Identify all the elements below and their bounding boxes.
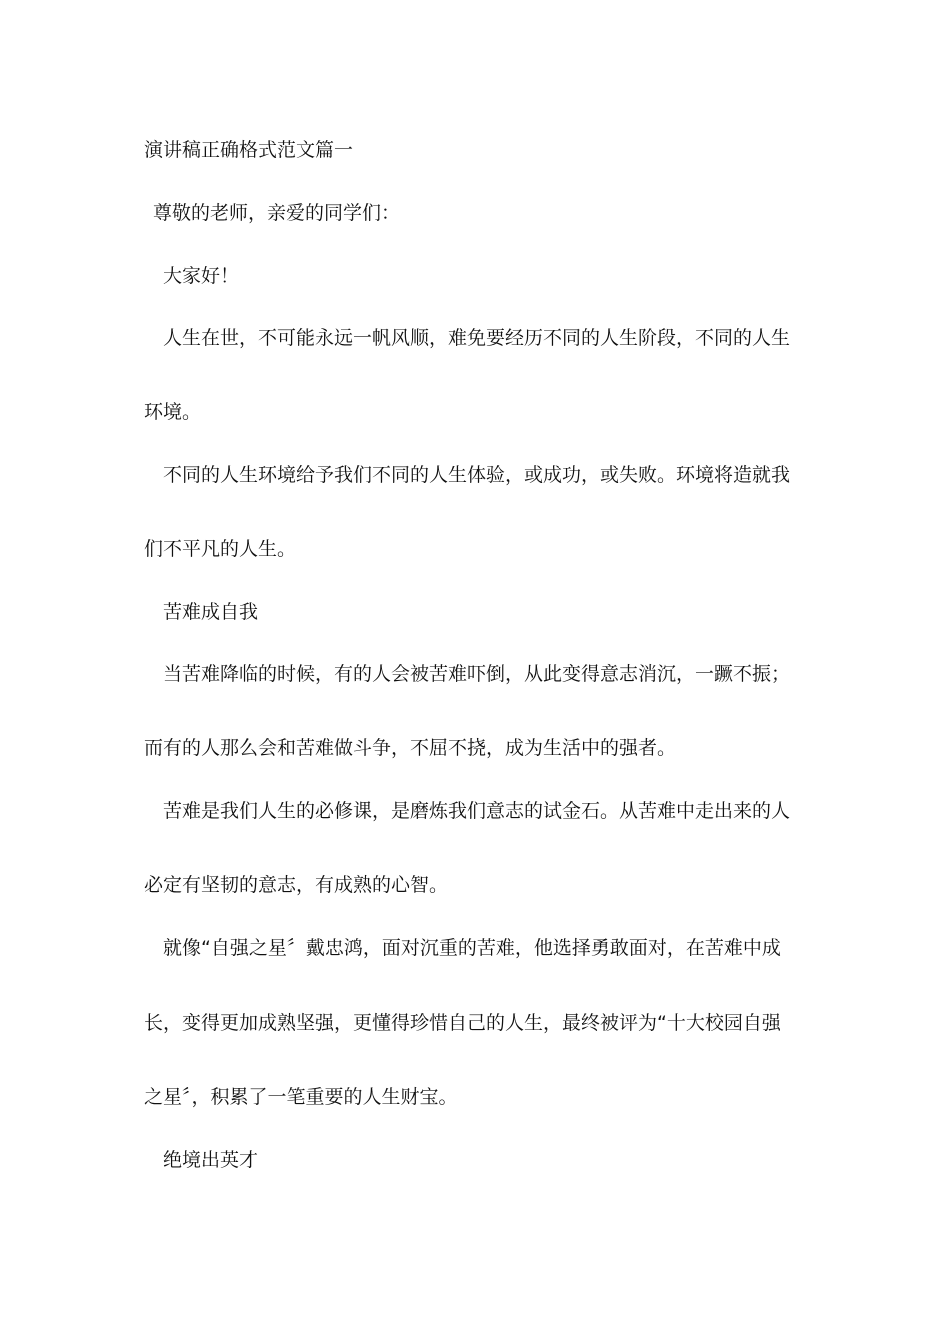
paragraph-line: 环境。 [144,401,202,423]
paragraph-line: 人生在世，不可能永远一帆风顺，难免要经历不同的人生阶段，不同的人生 [163,327,791,349]
paragraph-line: 就像“自强之星〞戴忠鸿，面对沉重的苦难，他选择勇敢面对，在苦难中成 [163,937,781,959]
paragraph-line: 们不平凡的人生。 [144,538,297,560]
greeting: 大家好！ [163,265,240,287]
paragraph-line: 当苦难降临的时候，有的人会被苦难吓倒，从此变得意志消沉，一蹶不振； [163,663,791,685]
section-heading: 苦难成自我 [163,601,259,623]
paragraph-line: 不同的人生环境给予我们不同的人生体验，或成功，或失败。环境将造就我 [163,464,791,486]
paragraph-line: 长，变得更加成熟坚强，更懂得珍惜自己的人生，最终被评为“十大校园自强 [144,1012,781,1034]
paragraph-line: 必定有坚韧的意志，有成熟的心智。 [144,874,449,896]
document-title: 演讲稿正确格式范文篇一 [144,139,354,161]
paragraph-line: 苦难是我们人生的必修课，是磨炼我们意志的试金石。从苦难中走出来的人 [163,800,791,822]
paragraph-line: 之星〞，积累了一笔重要的人生财宝。 [144,1086,458,1108]
section-heading: 绝境出英才 [163,1149,259,1171]
salutation: 尊敬的老师，亲爱的同学们： [153,202,401,224]
paragraph-line: 而有的人那么会和苦难做斗争，不屈不挠，成为生活中的强者。 [144,737,677,759]
